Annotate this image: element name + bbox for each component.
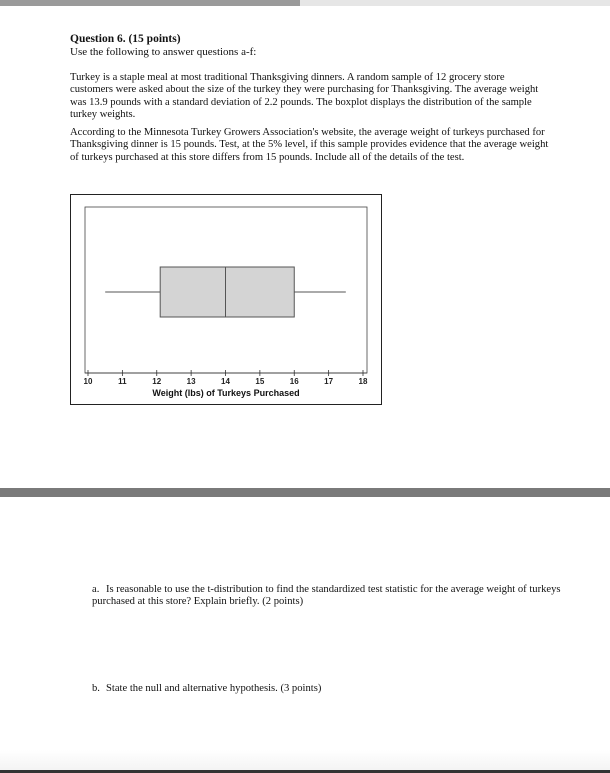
question-title: Question 6. (15 points): [70, 33, 181, 45]
x-tick-label-17: 17: [324, 377, 334, 386]
x-axis-title: Weight (lbs) of Turkeys Purchased: [152, 388, 300, 398]
subquestion-b: [92, 683, 562, 695]
x-tick-label-13: 13: [186, 377, 196, 386]
x-tick-label-11: 11: [118, 377, 127, 386]
subquestion-a: [92, 584, 562, 609]
x-axis-ticks: [84, 370, 368, 386]
x-tick-label-14: 14: [221, 377, 230, 386]
boxplot-svg: [71, 195, 381, 404]
x-tick-label-16: 16: [289, 377, 299, 386]
x-tick-label-10: 10: [83, 377, 93, 386]
subquestion-b-text: State the null and alternative hypothesis. (3 points): [106, 683, 322, 694]
interquartile-box: [160, 267, 294, 317]
document-page-2: [0, 497, 610, 773]
boxplot-figure: [70, 194, 382, 405]
x-tick-label-12: 12: [152, 377, 162, 386]
page-divider: [0, 488, 610, 497]
subquestion-a-text: Is reasonable to use the t-distribution to find the standardized test statistic for the average weight of turkeys purchased at this store? Explain briefly. (2 points): [92, 584, 561, 608]
subquestion-a-letter: a.: [92, 584, 100, 595]
x-tick-label-15: 15: [255, 377, 265, 386]
question-paragraph-2: According to the Minnesota Turkey Growers Association's website, the average weight of turkeys purchased for Thanksgiving dinner is 15 pounds. Test, at the 5% level, if this sample provides evidence that the average weight of turkeys purchased at this store differs from 15 pounds. Include all of the details of the test.: [70, 127, 549, 163]
subquestion-b-letter: b.: [92, 683, 100, 694]
question-paragraph-1: Turkey is a staple meal at most traditional Thanksgiving dinners. A random sample of 12 grocery store customers were asked about the size of the turkey they were purchasing for Thanksgiving. The average weight was 13.9 pounds with a standard deviation of 2.2 pounds. The boxplot displays the distribution of the sample turkey weights.: [70, 72, 539, 121]
x-tick-label-18: 18: [358, 377, 368, 386]
document-page-1: [0, 6, 610, 488]
question-instruction: Use the following to answer questions a-f:: [70, 46, 257, 58]
